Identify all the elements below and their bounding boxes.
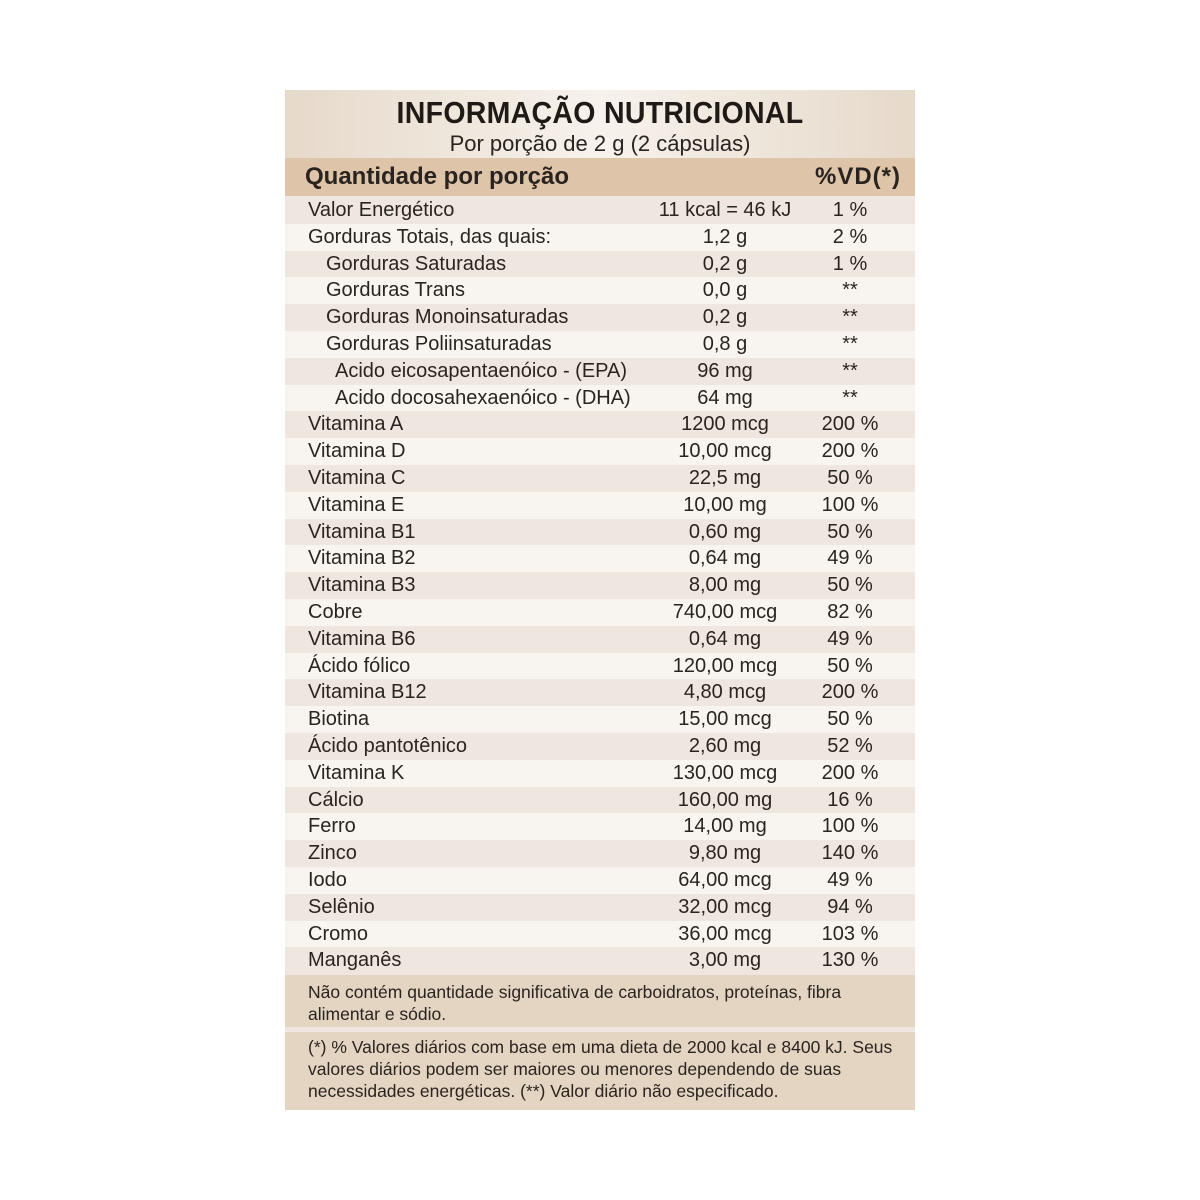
nutrient-amount: 64 mg — [697, 386, 753, 409]
nutrient-name: Acido docosahexaenóico - (DHA) — [335, 386, 631, 409]
nutrient-row — [285, 760, 915, 787]
nutrient-row — [285, 679, 915, 706]
nutrient-amount: 0,8 g — [702, 332, 748, 355]
footnote-text: (*) % Valores diários com base em uma dieta de 2000 kcal e 8400 kJ. Seus valores diários podem ser maiores ou menores dependendo de suas necessidades energéticas. (**) Valor diário não especificado. — [308, 1037, 893, 1101]
footnote — [285, 1032, 915, 1110]
nutrient-amount: 130,00 mcg — [672, 761, 778, 784]
nutrient-name: Gorduras Monoinsaturadas — [326, 306, 569, 329]
nutrient-daily-value: 1 % — [832, 252, 868, 275]
nutrient-name: Vitamina B1 — [308, 520, 416, 543]
nutrient-name: Cobre — [308, 600, 363, 623]
nutrient-amount: 14,00 mg — [683, 815, 767, 838]
nutrient-amount: 4,80 mcg — [683, 681, 767, 704]
nutrient-name: Ferro — [308, 815, 356, 838]
nutrient-amount: 0,60 mg — [688, 520, 762, 543]
nutrient-name: Vitamina D — [308, 440, 406, 463]
nutrient-row — [285, 224, 915, 251]
nutrient-name: Vitamina B12 — [308, 681, 427, 704]
nutrient-daily-value: 200 % — [821, 440, 879, 463]
nutrient-name: Vitamina B2 — [308, 547, 416, 570]
nutrient-row — [285, 787, 915, 814]
nutrient-name: Gorduras Totais, das quais: — [308, 225, 552, 248]
nutrient-daily-value: 200 % — [821, 761, 879, 784]
nutrient-daily-value: 200 % — [821, 413, 879, 436]
nutrient-name: Biotina — [308, 708, 370, 731]
nutrient-row — [285, 867, 915, 894]
serving-size: Por porção de 2 g (2 cápsulas) — [449, 131, 751, 156]
nutrient-daily-value: 50 % — [827, 466, 873, 489]
nutrient-amount: 0,2 g — [702, 306, 748, 329]
nutrient-row — [285, 465, 915, 492]
nutrient-name: Vitamina B6 — [308, 627, 416, 650]
nutrient-row — [285, 733, 915, 760]
nutrient-row — [285, 492, 915, 519]
nutrient-row — [285, 438, 915, 465]
nutrient-daily-value: 50 % — [827, 574, 873, 597]
nutrient-amount: 64,00 mcg — [678, 868, 772, 891]
nutrient-row — [285, 840, 915, 867]
nutrient-row — [285, 519, 915, 546]
nutrient-daily-value: 1 % — [832, 199, 868, 221]
nutrient-daily-value: 49 % — [827, 627, 873, 650]
nutrient-daily-value: 94 % — [827, 895, 873, 918]
nutrient-daily-value: 100 % — [821, 815, 879, 838]
nutrient-row — [285, 251, 915, 278]
nutrient-amount: 160,00 mg — [677, 788, 773, 811]
nutrient-amount: 120,00 mcg — [672, 654, 778, 677]
not-significant-note — [285, 975, 915, 1027]
nutrient-daily-value: 130 % — [821, 949, 879, 972]
nutrient-amount: 15,00 mcg — [678, 708, 772, 731]
nutrient-amount: 1,2 g — [702, 225, 748, 248]
label-title: INFORMAÇÃO NUTRICIONAL — [396, 95, 804, 130]
nutrient-row — [285, 947, 915, 974]
nutrient-amount: 0,2 g — [702, 252, 748, 275]
nutrient-daily-value: 49 % — [827, 547, 873, 570]
nutrient-amount: 3,00 mg — [688, 949, 762, 972]
nutrient-daily-value: ** — [842, 279, 858, 302]
nutrient-row — [285, 572, 915, 599]
nutrient-daily-value: ** — [842, 359, 858, 382]
nutrient-name: Vitamina A — [308, 413, 404, 436]
nutrient-row — [285, 813, 915, 840]
nutrient-name: Valor Energético — [308, 199, 455, 221]
nutrient-name: Zinco — [308, 842, 357, 865]
nutrient-amount: 8,00 mg — [688, 574, 762, 597]
nutrient-name: Iodo — [308, 868, 347, 891]
nutrient-row — [285, 599, 915, 626]
nutrient-amount: 1200 mcg — [681, 413, 769, 436]
nutrient-daily-value: 50 % — [827, 654, 873, 677]
nutrient-row — [285, 358, 915, 385]
nutrient-row — [285, 653, 915, 680]
nutrient-amount: 11 kcal = 46 kJ — [658, 199, 792, 221]
nutrient-row — [285, 921, 915, 948]
nutrient-name: Cálcio — [308, 788, 364, 811]
quantity-header: Quantidade por porção — [305, 163, 570, 190]
nutrient-name: Ácido pantotênico — [308, 734, 468, 757]
nutrient-name: Gorduras Poliinsaturadas — [326, 332, 552, 355]
nutrient-amount: 22,5 mg — [688, 466, 762, 489]
nutrient-name: Vitamina B3 — [308, 574, 416, 597]
nutrient-name: Selênio — [308, 895, 375, 918]
nutrient-name: Vitamina C — [308, 466, 406, 489]
nutrient-row — [285, 277, 915, 304]
nutrient-amount: 740,00 mcg — [672, 600, 778, 623]
nutrient-name: Cromo — [308, 922, 369, 945]
daily-value-header: %VD(*) — [814, 163, 901, 190]
nutrient-amount: 10,00 mg — [683, 493, 767, 516]
nutrient-row — [285, 626, 915, 653]
nutrient-row — [285, 411, 915, 438]
column-header — [285, 158, 915, 196]
nutrient-daily-value: ** — [842, 332, 858, 355]
nutrient-daily-value: 50 % — [827, 520, 873, 543]
nutrient-daily-value: 82 % — [827, 600, 873, 623]
nutrient-name: Manganês — [308, 949, 402, 972]
nutrient-daily-value: 200 % — [821, 681, 879, 704]
nutrient-amount: 10,00 mcg — [678, 440, 772, 463]
nutrient-daily-value: 50 % — [827, 708, 873, 731]
nutrient-amount: 32,00 mcg — [678, 895, 772, 918]
nutrient-amount: 2,60 mg — [688, 734, 762, 757]
nutrient-amount: 0,64 mg — [688, 547, 762, 570]
nutrient-name: Gorduras Trans — [326, 279, 465, 302]
nutrient-name: Ácido fólico — [308, 654, 411, 677]
nutrient-row — [285, 331, 915, 358]
nutrient-amount: 0,0 g — [702, 279, 748, 302]
nutrient-daily-value: 49 % — [827, 868, 873, 891]
label-header — [285, 90, 915, 158]
nutrient-daily-value: 52 % — [827, 734, 873, 757]
nutrient-row — [285, 197, 915, 224]
nutrient-amount: 36,00 mcg — [678, 922, 772, 945]
nutrient-amount: 96 mg — [697, 359, 753, 382]
nutrient-row — [285, 385, 915, 412]
nutrient-name: Acido eicosapentaenóico - (EPA) — [335, 359, 628, 382]
nutrient-name: Gorduras Saturadas — [326, 252, 507, 275]
nutrition-facts-label — [285, 90, 915, 1110]
nutrient-daily-value: 100 % — [821, 493, 879, 516]
not-significant-text: Não contém quantidade significativa de carboidratos, proteínas, fibra alimentar e sódio. — [308, 982, 842, 1024]
nutrient-name: Vitamina K — [308, 761, 405, 784]
nutrient-daily-value: 16 % — [827, 788, 873, 811]
nutrient-daily-value: ** — [842, 306, 858, 329]
nutrient-amount: 9,80 mg — [688, 842, 762, 865]
nutrient-amount: 0,64 mg — [688, 627, 762, 650]
nutrient-row — [285, 304, 915, 331]
nutrient-daily-value: 103 % — [821, 922, 879, 945]
nutrient-name: Vitamina E — [308, 493, 405, 516]
nutrient-row — [285, 894, 915, 921]
nutrient-row — [285, 706, 915, 733]
nutrient-daily-value: 2 % — [832, 225, 868, 248]
nutrient-table — [285, 197, 915, 974]
nutrient-daily-value: ** — [842, 386, 858, 409]
nutrient-daily-value: 140 % — [821, 842, 879, 865]
nutrient-row — [285, 545, 915, 572]
